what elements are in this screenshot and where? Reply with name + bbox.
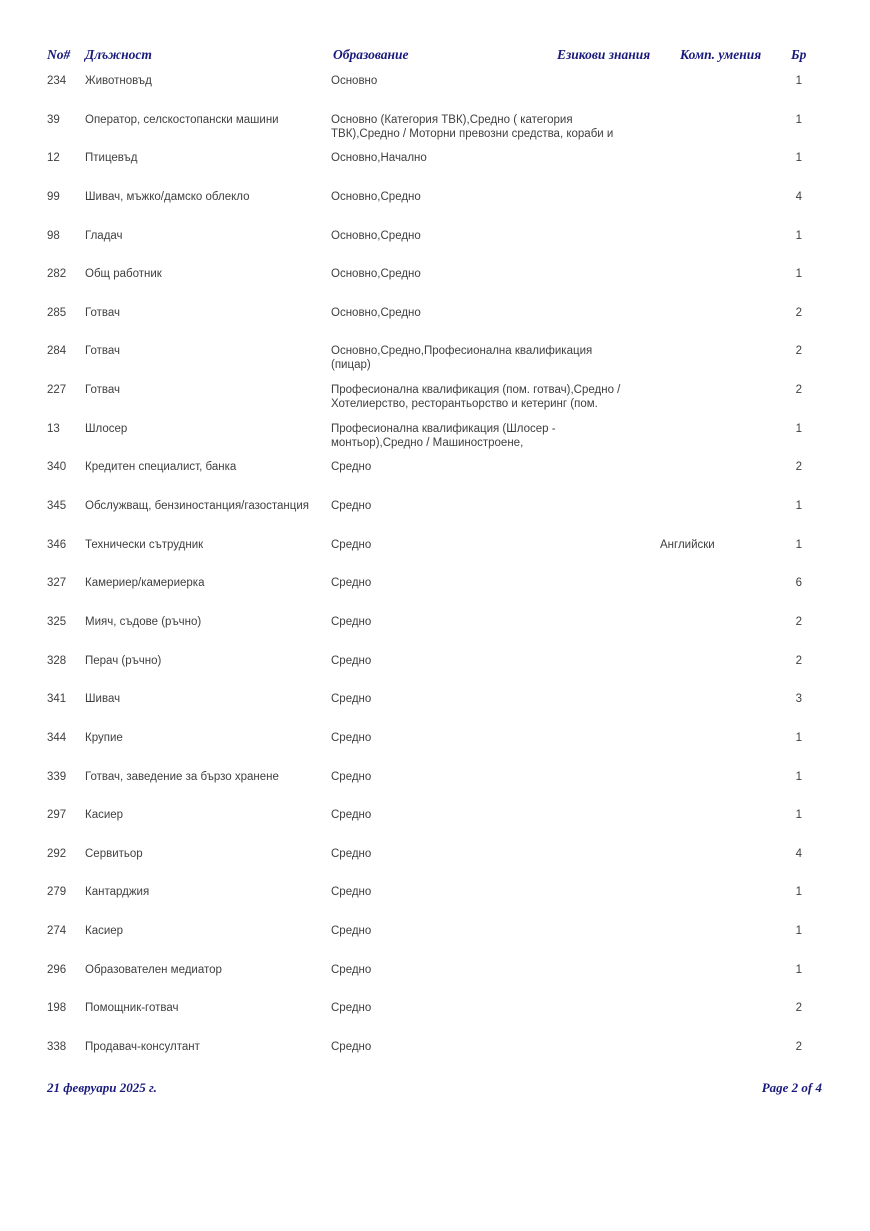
- column-header-languages: Езикови знания: [557, 47, 651, 62]
- row-education-cell: Средно: [331, 500, 372, 513]
- row-position-cell: Сервитьор: [85, 847, 143, 860]
- row-position-cell: Касиер: [85, 925, 124, 938]
- row-number-cell: 284: [47, 345, 67, 358]
- table-row: [0, 576, 870, 615]
- footer-page-number: Page 2 of 4: [761, 1080, 822, 1095]
- table-row: [0, 808, 870, 847]
- row-position-cell: Шлосер: [85, 422, 128, 435]
- row-number-cell: 338: [47, 1041, 67, 1053]
- row-education-cell: Средно: [331, 577, 372, 590]
- row-position-cell: Шивач: [85, 693, 121, 706]
- row-number-cell: 345: [47, 500, 67, 513]
- table-row: [0, 615, 870, 654]
- table-row: [0, 422, 870, 461]
- row-education-cell: Основно,Начално: [331, 152, 427, 165]
- row-education-cell: Средно: [331, 615, 372, 628]
- row-count-cell: 2: [795, 654, 802, 667]
- table-row: [0, 113, 870, 152]
- row-count-cell: 2: [795, 306, 802, 319]
- row-position-cell: Кредитен специалист, банка: [85, 461, 237, 474]
- row-position-cell: Животновъд: [85, 75, 152, 87]
- table-row: [0, 383, 870, 422]
- row-education-cell: Основно,Средно: [331, 268, 421, 281]
- row-position-cell: Мияч, съдове (ръчно): [85, 615, 202, 628]
- row-education-cell: Средно: [331, 654, 372, 667]
- row-number-cell: 98: [47, 229, 60, 242]
- table-row: [0, 306, 870, 345]
- table-row: [0, 770, 870, 809]
- row-position-cell: Кантарджия: [85, 886, 150, 899]
- row-education-cell: Основно: [331, 75, 378, 87]
- row-education-cell: Професионална квалификация (Шлосер - монтьор),Средно / Машиностроене,: [331, 422, 556, 449]
- row-count-cell: 6: [795, 577, 802, 590]
- row-position-cell: Гладач: [85, 229, 123, 242]
- row-number-cell: 341: [47, 693, 67, 706]
- row-position-cell: Камериер/камериерка: [85, 577, 205, 590]
- table-row: [0, 151, 870, 190]
- row-education-cell: Средно: [331, 731, 372, 744]
- row-education-cell: Средно: [331, 461, 372, 474]
- column-header-count: Бр: [791, 47, 807, 62]
- row-count-cell: 1: [795, 113, 802, 126]
- row-count-cell: 1: [795, 500, 802, 513]
- row-count-cell: 3: [795, 693, 802, 706]
- row-education-cell: Средно: [331, 1002, 372, 1015]
- row-number-cell: 39: [47, 113, 60, 126]
- table-row: [0, 924, 870, 963]
- row-count-cell: 4: [795, 847, 802, 860]
- row-number-cell: 198: [47, 1002, 67, 1015]
- row-education-cell: Средно: [331, 693, 372, 706]
- row-count-cell: 2: [795, 345, 802, 358]
- row-count-cell: 1: [795, 731, 802, 744]
- column-header-computer: Комп. умения: [680, 47, 762, 62]
- row-count-cell: 1: [795, 422, 802, 435]
- row-count-cell: 1: [795, 229, 802, 242]
- row-number-cell: 327: [47, 577, 67, 590]
- row-number-cell: 344: [47, 731, 67, 744]
- row-count-cell: 2: [795, 1041, 802, 1053]
- row-number-cell: 339: [47, 770, 67, 783]
- row-number-cell: 13: [47, 422, 60, 435]
- row-education-cell: Основно (Категория ТВК),Средно ( категория ТВК),Средно / Моторни превозни средства, кораби и: [331, 113, 614, 140]
- row-number-cell: 296: [47, 963, 67, 976]
- row-number-cell: 234: [47, 75, 67, 87]
- row-number-cell: 227: [47, 384, 67, 397]
- row-number-cell: 285: [47, 306, 67, 319]
- table-row: [0, 731, 870, 770]
- row-number-cell: 12: [47, 152, 60, 165]
- row-position-cell: Помощник-готвач: [85, 1002, 179, 1015]
- row-count-cell: 1: [795, 809, 802, 822]
- table-row: [0, 847, 870, 886]
- row-position-cell: Перач (ръчно): [85, 654, 162, 667]
- row-count-cell: 1: [795, 538, 802, 551]
- row-count-cell: 2: [795, 615, 802, 628]
- row-education-cell: Средно: [331, 538, 372, 551]
- row-count-cell: 2: [795, 1002, 802, 1015]
- row-number-cell: 297: [47, 809, 67, 822]
- row-education-cell: Основно,Средно: [331, 229, 421, 242]
- row-position-cell: Готвач, заведение за бързо хранене: [85, 770, 279, 783]
- row-number-cell: 346: [47, 538, 67, 551]
- row-count-cell: 4: [795, 190, 802, 203]
- table-row: [0, 1001, 870, 1040]
- table-row: [0, 344, 870, 383]
- table-row: [0, 1040, 870, 1079]
- row-position-cell: Касиер: [85, 809, 124, 822]
- table-row: [0, 229, 870, 268]
- table-row: [0, 654, 870, 693]
- row-education-cell: Средно: [331, 847, 372, 860]
- row-count-cell: 1: [795, 925, 802, 938]
- row-position-cell: Готвач: [85, 345, 120, 358]
- row-position-cell: Крупие: [85, 731, 123, 744]
- table-row: [0, 963, 870, 1002]
- row-position-cell: Продавач-консултант: [85, 1041, 200, 1053]
- row-count-cell: 1: [795, 963, 802, 976]
- row-number-cell: 282: [47, 268, 67, 281]
- row-count-cell: 1: [795, 75, 802, 87]
- row-number-cell: 340: [47, 461, 67, 474]
- table-row: [0, 190, 870, 229]
- row-position-cell: Обслужващ, бензиностанция/газостанция: [85, 500, 309, 513]
- row-count-cell: 1: [795, 886, 802, 899]
- row-education-cell: Средно: [331, 886, 372, 899]
- row-position-cell: Технически сътрудник: [85, 538, 204, 551]
- row-language-cell: Английски: [660, 538, 715, 551]
- table-row: [0, 692, 870, 731]
- row-education-cell: Средно: [331, 925, 372, 938]
- row-education-cell: Основно,Средно: [331, 190, 421, 203]
- row-number-cell: 274: [47, 925, 67, 938]
- table-row: [0, 499, 870, 538]
- column-header-num: No#: [47, 47, 71, 62]
- row-position-cell: Шивач, мъжко/дамско облекло: [85, 190, 250, 203]
- row-position-cell: Готвач: [85, 384, 120, 397]
- row-position-cell: Птицевъд: [85, 152, 138, 165]
- table-row: [0, 74, 870, 113]
- row-education-cell: Средно: [331, 770, 372, 783]
- row-position-cell: Общ работник: [85, 268, 162, 281]
- row-education-cell: Средно: [331, 963, 372, 976]
- table-row: [0, 538, 870, 577]
- row-count-cell: 2: [795, 384, 802, 397]
- footer-date: 21 февруари 2025 г.: [47, 1080, 157, 1095]
- row-number-cell: 328: [47, 654, 67, 667]
- row-position-cell: Готвач: [85, 306, 120, 319]
- column-header-education: Образование: [333, 47, 409, 62]
- row-count-cell: 1: [795, 770, 802, 783]
- row-education-cell: Средно: [331, 1041, 372, 1053]
- row-count-cell: 1: [795, 268, 802, 281]
- table-row: [0, 460, 870, 499]
- column-header-position: Длъжност: [85, 47, 152, 62]
- row-education-cell: Професионална квалификация (пом. готвач),Средно / Хотелиерство, ресторантьорство и кетеринг (пом.: [331, 384, 621, 411]
- row-count-cell: 2: [795, 461, 802, 474]
- row-number-cell: 292: [47, 847, 67, 860]
- row-position-cell: Образователен медиатор: [85, 963, 222, 976]
- table-row: [0, 885, 870, 924]
- table-row: [0, 267, 870, 306]
- row-number-cell: 279: [47, 886, 67, 899]
- row-count-cell: 1: [795, 152, 802, 165]
- row-number-cell: 99: [47, 190, 60, 203]
- row-number-cell: 325: [47, 615, 67, 628]
- row-education-cell: Основно,Средно,Професионална квалификация (пицар): [331, 345, 593, 372]
- row-education-cell: Основно,Средно: [331, 306, 421, 319]
- row-position-cell: Оператор, селскостопански машини: [85, 113, 279, 126]
- row-education-cell: Средно: [331, 809, 372, 822]
